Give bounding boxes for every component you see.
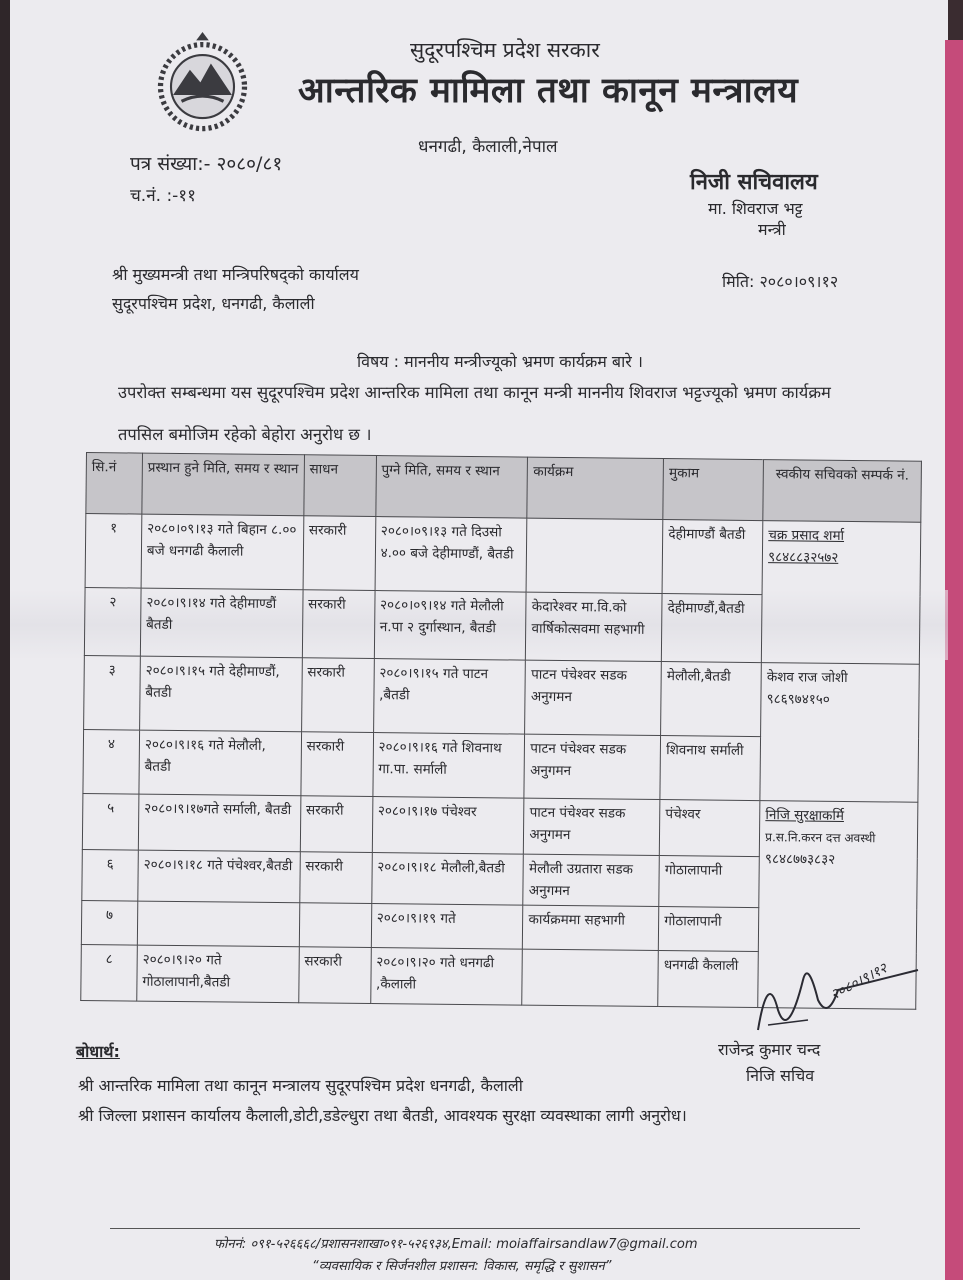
cell-departure: २०८०।९।१६ गते मेलौली, बैतडी	[139, 730, 301, 796]
cell-program	[522, 949, 658, 1006]
addressee-office: श्री मुख्यमन्त्री तथा मन्त्रिपरिषद्को कार्यालय	[112, 265, 359, 284]
minister-name: मा. शिवराज भट्ट	[708, 199, 803, 218]
cell-arrival: २०८०।९।१७ पंचेश्वर	[372, 797, 524, 855]
background-cloth	[945, 40, 963, 1280]
cell-stay: देहीमाण्डौं बैतडी	[662, 520, 763, 595]
dispatch-number: च.नं. :-११	[130, 186, 196, 206]
cell-arrival: २०८०।०९।१३ गते दिउसो ४.०० बजे देहीमाण्डौं, बैतडी	[375, 517, 528, 593]
ministry-location: धनगढी, कैलाली,नेपाल	[418, 137, 558, 157]
cell-contact-2	[760, 663, 919, 803]
cell-stay: पंचेश्वर	[660, 800, 761, 857]
cell-vehicle: सरकारी	[298, 947, 371, 1004]
contact-3-name: प्र.स.नि.करन दत्त अवस्थी	[765, 830, 876, 846]
cell-stay: गोठालापानी	[659, 907, 759, 952]
cell-sn: ४	[83, 729, 140, 794]
cell-program: पाटन पंचेश्वर सडक अनुगमन	[524, 798, 660, 855]
col-header-vehicle: साधन	[304, 455, 377, 517]
cell-program: पाटन पंचेश्वर सडक अनुगमन	[524, 734, 660, 799]
nepal-emblem-icon	[150, 32, 255, 137]
col-header-sn: सि.नं	[86, 453, 143, 515]
cell-departure	[137, 901, 299, 947]
body-line-1: उपरोक्त सम्बन्धमा यस सुदूरपश्चिम प्रदेश आन्तरिक मामिला तथा कानून मन्त्री माननीय शिवराज भट्टज्यूको भ्रमण कार्यक्रम	[118, 383, 831, 402]
cell-arrival: २०८०।९।१८ मेलौली,बैतडी	[371, 853, 523, 906]
contact-3-label: निजि सुरक्षाकर्मि	[765, 807, 845, 824]
cell-sn: ६	[82, 849, 138, 901]
body-line-2: तपसिल बमोजिम रहेको बेहोरा अनुरोध छ ।	[118, 425, 372, 444]
cell-sn: २	[84, 587, 141, 656]
letter-number: पत्र संख्या:- २०८०/८१	[130, 153, 283, 175]
signer-title: निजि सचिव	[746, 1066, 815, 1085]
table-row	[85, 514, 921, 597]
cell-vehicle: सरकारी	[301, 658, 374, 733]
col-header-departure: प्रस्थान हुने मिति, समय र स्थान	[142, 453, 304, 516]
cell-arrival: २०८०।०९।१४ गते मेलौली न.पा २ दुर्गास्थान, बैतडी	[374, 591, 526, 661]
footer-divider	[110, 1228, 860, 1229]
cell-departure: २०८०।९।२० गते गोठालापानी,बैतडी	[137, 945, 299, 1003]
cell-contact-1	[762, 521, 921, 665]
col-header-program: कार्यक्रम	[527, 457, 663, 519]
cell-vehicle: सरकारी	[300, 796, 373, 853]
contact-3-phone: ९८४८७७३८३२	[764, 851, 836, 868]
cell-vehicle: सरकारी	[300, 852, 372, 904]
col-header-stay: मुकाम	[663, 459, 764, 521]
cell-program: केदारेश्वर मा.वि.को वार्षिकोत्सवमा सहभागी	[526, 592, 663, 661]
cc-line-1: श्री आन्तरिक मामिला तथा कानून मन्त्रालय सुदूरपश्चिम प्रदेश धनगढी, कैलाली	[78, 1076, 523, 1095]
cell-program: मेलौली उग्रतारा सडक अनुगमन	[523, 854, 659, 906]
letter-date: मिति: २०८०।०९।१२	[722, 272, 839, 291]
cell-vehicle: सरकारी	[303, 516, 376, 591]
cell-stay: शिवनाथ सर्माली	[660, 736, 761, 801]
cell-stay: गोठालापानी	[659, 856, 759, 908]
cell-departure: २०८०।९।१७गते सर्माली, बैतडी	[138, 794, 300, 852]
cell-sn: १	[85, 514, 142, 589]
cell-arrival: २०८०।९।२० गते धनगढी ,कैलाली	[370, 948, 522, 1006]
contact-2-phone: ९८६९७४१५०	[766, 691, 830, 708]
footer-motto: “व्यवसायिक र सिर्जनशील प्रशासन: विकास, समृद्धि र सुशासन”	[312, 1259, 612, 1274]
cell-departure: २०८०।९।१५ गते देहीमाण्डौं, बैतडी	[140, 656, 303, 732]
cell-sn: ८	[81, 944, 138, 1001]
table-row	[84, 655, 920, 738]
cell-arrival: २०८०।९।१९ गते	[371, 904, 523, 950]
cell-program: पाटन पंचेश्वर सडक अनुगमन	[525, 660, 662, 735]
province-government: सुदूरपश्चिम प्रदेश सरकार	[410, 38, 600, 62]
cell-departure: २०८०।९।१८ गते पंचेश्वर,बैतडी	[138, 850, 300, 903]
signer-name: राजेन्द्र कुमार चन्द	[718, 1040, 821, 1059]
addressee-location: सुदूरपश्चिम प्रदेश, धनगढी, कैलाली	[112, 294, 315, 313]
cell-stay: धनगढी कैलाली	[658, 951, 759, 1008]
contact-1-phone: ९८४८८३२५७२	[768, 549, 839, 566]
cell-program	[526, 518, 663, 593]
cell-sn: ७	[81, 900, 137, 945]
cell-vehicle: सरकारी	[301, 732, 374, 797]
travel-schedule-table	[80, 452, 922, 1010]
cell-sn: ५	[82, 793, 139, 850]
cell-program: कार्यक्रममा सहभागी	[523, 905, 659, 950]
signature-date: २०८०।९।१२	[828, 960, 890, 1004]
ministry-title: आन्तरिक मामिला तथा कानून मन्त्रालय	[298, 71, 799, 111]
cell-stay: देहीमाण्डौं,बैतडी	[662, 594, 763, 663]
col-header-arrival: पुग्ने मिति, समय र स्थान	[375, 456, 527, 519]
col-header-contact: स्वकीय सचिवको सम्पर्क नं.	[763, 460, 921, 523]
cell-vehicle	[299, 903, 371, 948]
cell-sn: ३	[84, 655, 141, 730]
table-row	[82, 793, 918, 858]
footer-contact: फोननं: ०९१-५२६६६८/प्रशासनशाखा०९१-५२६९३४,Email: moiaffairsandlaw7@gmail.com	[214, 1237, 698, 1252]
letter-subject: विषय : माननीय मन्त्रीज्यूको भ्रमण कार्यक्रम बारे ।	[357, 352, 643, 371]
cc-line-2: श्री जिल्ला प्रशासन कार्यालय कैलाली,डोटी,डडेल्धुरा तथा बैतडी, आवश्यक सुरक्षा व्यवस्थाका लागी अनुरोध।	[78, 1106, 687, 1125]
cell-departure: २०८०।०९।१३ गते बिहान ८.०० बजे धनगढी कैलाली	[141, 514, 304, 590]
contact-1-name: चक्र प्रसाद शर्मा	[768, 527, 845, 544]
cc-label: बोधार्थ:	[76, 1042, 120, 1061]
contact-2-name: केशव राज जोशी	[766, 669, 848, 686]
cell-stay: मेलौली,बैतडी	[661, 662, 762, 737]
cell-arrival: २०८०।९।१६ गते शिवनाथ गा.पा. सर्माली	[373, 733, 525, 799]
cell-departure: २०८०।९।१४ गते देहीमाण्डौं बैतडी	[140, 588, 303, 658]
minister-title: मन्त्री	[758, 220, 786, 239]
cell-vehicle: सरकारी	[302, 590, 375, 659]
table-header-row	[86, 453, 922, 523]
cell-arrival: २०८०।९।१५ गते पाटन ,बैतडी	[373, 659, 526, 735]
secretariat-title: निजी सचिवालय	[690, 170, 818, 195]
